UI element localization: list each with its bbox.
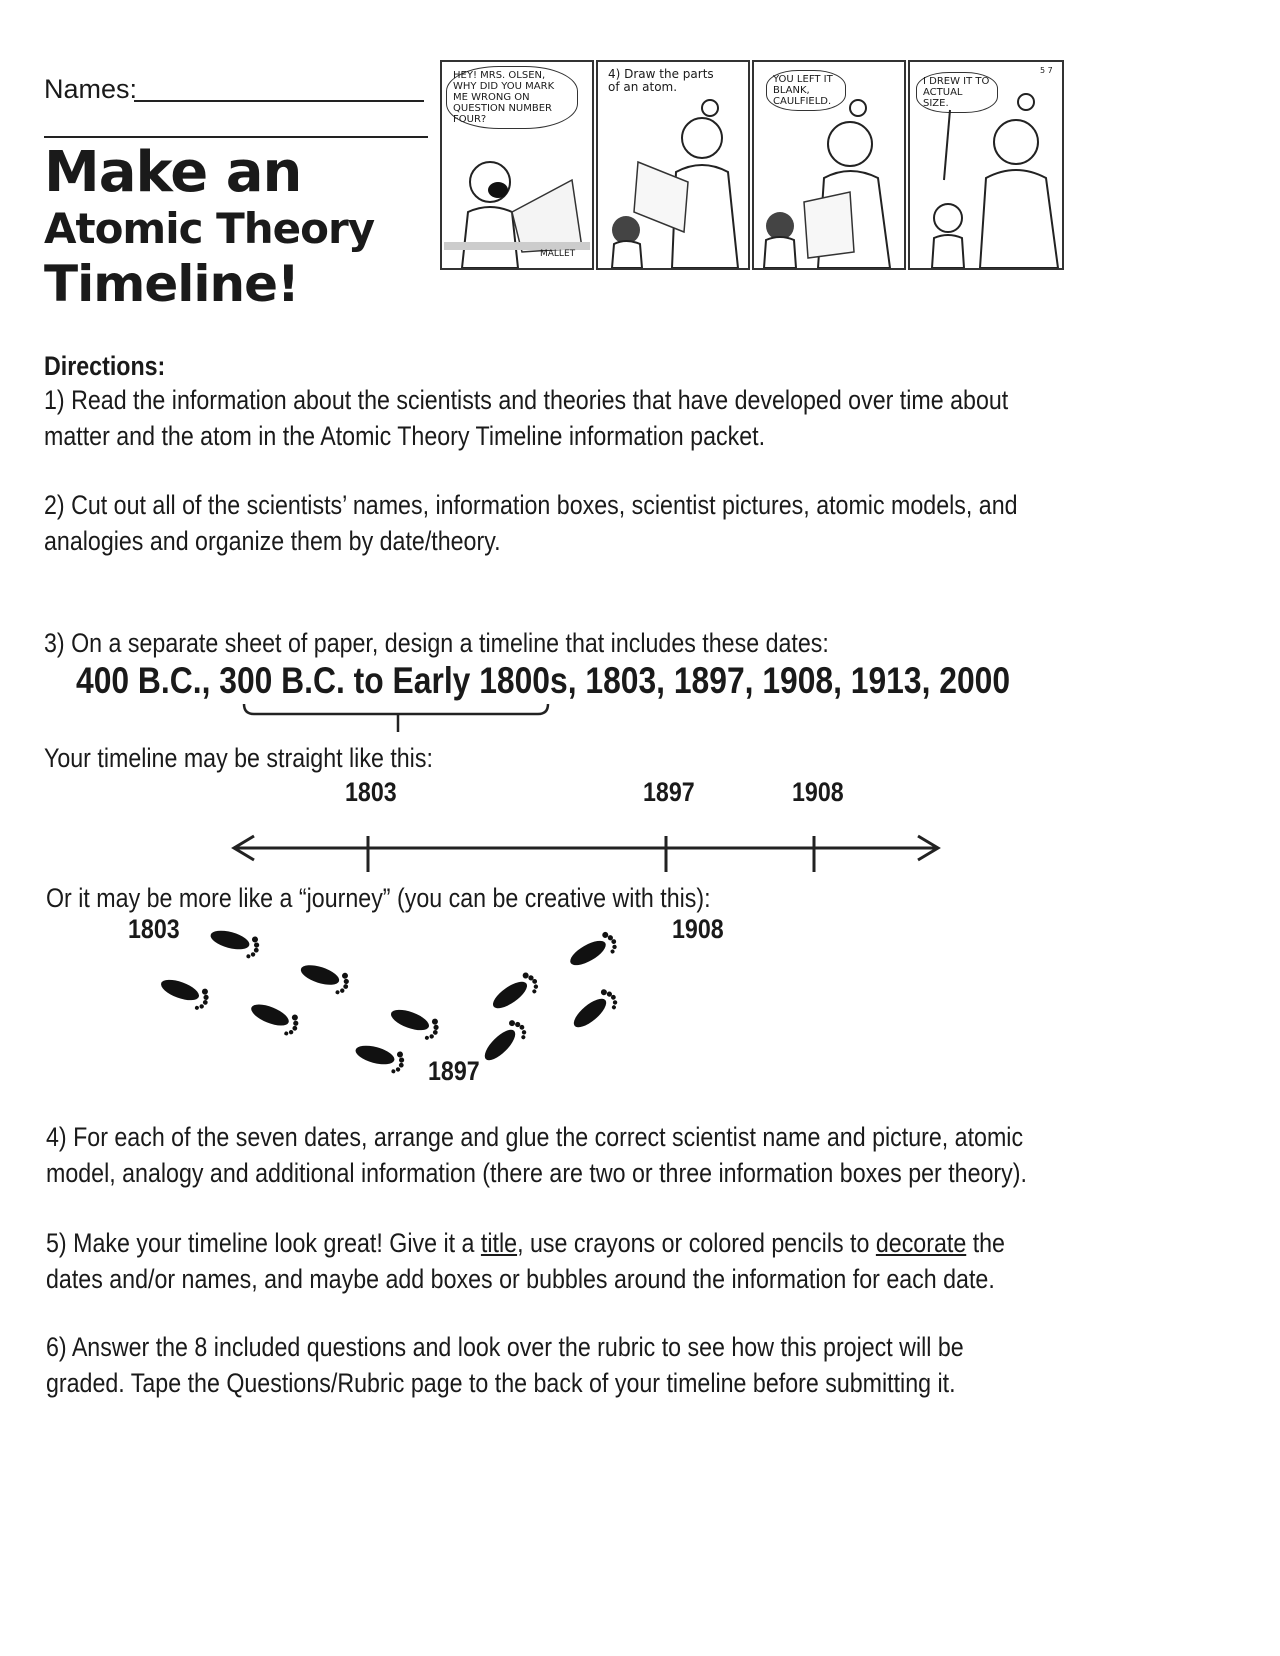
footprint-icon: [568, 986, 621, 1036]
journey-intro: Or it may be more like a “journey” (you can be creative with this):: [46, 883, 711, 913]
date-range-bracket: [240, 700, 560, 734]
timeline-date-1897: 1897: [643, 777, 695, 807]
comic-page-mark: 5 7: [1040, 66, 1053, 75]
step5-text-a: 5) Make your timeline look great! Give it a: [46, 1228, 481, 1258]
step5-line1: [46, 1225, 1005, 1261]
step6-line1: 6) Answer the 8 included questions and look over the rubric to see how this project will be: [46, 1332, 964, 1362]
title-line-3: Timeline!: [44, 255, 299, 313]
speech-bubble-3: YOU LEFT IT BLANK, CAULFIELD.: [766, 70, 846, 111]
footprints-journey: [150, 915, 670, 1075]
step5-line2: dates and/or names, and maybe add boxes or bubbles around the information for each date.: [46, 1264, 995, 1294]
footprint-icon: [387, 1004, 442, 1043]
comic-panel-2: [596, 60, 750, 270]
names-blank-line-2[interactable]: [44, 136, 428, 138]
step5-text-b: , use crayons or colored pencils to: [517, 1228, 876, 1258]
journey-label-1897: 1897: [428, 1056, 480, 1086]
step1-line2: matter and the atom in the Atomic Theory Timeline information packet.: [44, 421, 766, 451]
footprint-icon: [566, 929, 621, 974]
step1-line1: 1) Read the information about the scientists and theories that have developed over time about: [44, 385, 1009, 415]
directions-heading: Directions:: [44, 351, 166, 381]
footprint-icon: [479, 1016, 531, 1068]
title-line-1: Make an: [44, 140, 302, 205]
footprint-icon: [297, 959, 352, 996]
footprint-icon: [247, 998, 302, 1038]
names-blank-line[interactable]: [134, 100, 424, 102]
comic-panel-4: [908, 60, 1064, 270]
teacher-and-student-drawing: [910, 62, 1062, 268]
footprint-icon: [488, 969, 542, 1017]
straight-intro: Your timeline may be straight like this:: [44, 743, 433, 773]
title-line-2: Atomic Theory: [44, 204, 375, 253]
step3-line1: 3) On a separate sheet of paper, design a timeline that includes these dates:: [44, 628, 829, 658]
teacher-drawing-2: [754, 62, 904, 268]
journey-label-1908: 1908: [672, 914, 724, 944]
timeline-date-1908: 1908: [792, 777, 844, 807]
dates-list: 400 B.C., 300 B.C. to Early 1800s, 1803, 1897, 1908, 1913, 2000: [76, 660, 1011, 701]
speech-bubble-1: HEY! MRS. OLSEN, WHY DID YOU MARK ME WRONG ON QUESTION NUMBER FOUR?: [446, 66, 578, 129]
decorate-word: decorate: [875, 1228, 967, 1258]
footprint-icon: [207, 925, 262, 960]
footprint-icon: [352, 1040, 407, 1075]
student-drawing: [442, 62, 592, 268]
comic-caption-2: 4) Draw the parts of an atom.: [608, 67, 714, 94]
step2-line1: 2) Cut out all of the scientists’ names, information boxes, scientist pictures, atomic models, and: [44, 490, 1018, 520]
step4-line2: model, analogy and additional information (there are two or three information boxes per theory).: [46, 1158, 1027, 1188]
speech-bubble-4: I DREW IT TO ACTUAL SIZE.: [916, 72, 998, 113]
teacher-drawing: [598, 62, 748, 268]
names-label: Names:: [44, 74, 138, 104]
comic-strip: [440, 60, 1085, 270]
comic-panel-3: [752, 60, 906, 270]
journey-label-1803: 1803: [128, 914, 180, 944]
step6-line2: graded. Tape the Questions/Rubric page to the back of your timeline before submitting it.: [46, 1368, 956, 1398]
timeline-date-1803: 1803: [345, 777, 397, 807]
comic-panel-1: [440, 60, 594, 270]
straight-timeline-arrow: [228, 822, 948, 874]
step4-line1: 4) For each of the seven dates, arrange and glue the correct scientist name and picture, atomic: [46, 1122, 1024, 1152]
step2-line2: analogies and organize them by date/theory.: [44, 526, 501, 556]
title-word: title: [480, 1228, 518, 1258]
comic-signature: MALLET: [540, 249, 576, 259]
footprint-icon: [157, 974, 212, 1013]
step5-text-c: the: [966, 1228, 1005, 1258]
